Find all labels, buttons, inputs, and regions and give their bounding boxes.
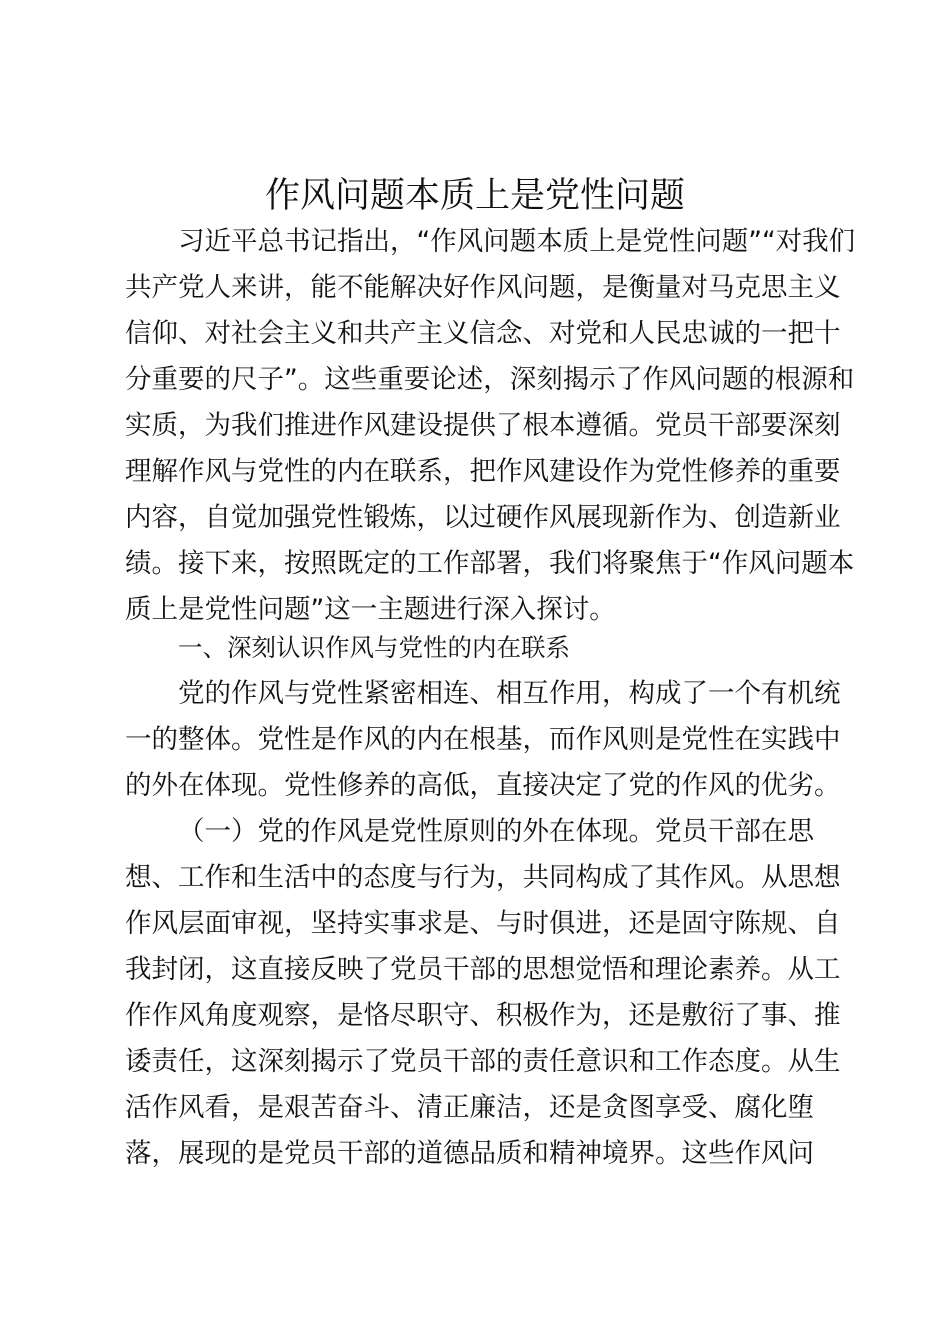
paragraph-line: 作作风角度观察，是恪尽职守、积极作为，还是敷衍了事、推 bbox=[125, 1000, 841, 1031]
paragraph-line: 习近平总书记指出，“作风问题本质上是党性问题”“对我们 bbox=[178, 226, 856, 257]
paragraph-line: 党的作风与党性紧密相连、相互作用，构成了一个有机统 bbox=[178, 678, 841, 709]
paragraph-line: 诿责任，这深刻揭示了党员干部的责任意识和工作态度。从生 bbox=[125, 1046, 841, 1077]
paragraph-line: 活作风看，是艰苦奋斗、清正廉洁，还是贪图享受、腐化堕 bbox=[125, 1092, 814, 1123]
paragraph-line: 我封闭，这直接反映了党员干部的思想觉悟和理论素养。从工 bbox=[125, 954, 841, 985]
paragraph-line: 作风层面审视，坚持实事求是、与时俱进，还是固守陈规、自 bbox=[125, 908, 841, 939]
paragraph-line: 绩。接下来，按照既定的工作部署，我们将聚焦于“作风问题本 bbox=[125, 548, 855, 579]
paragraph-line: 的外在体现。党性修养的高低，直接决定了党的作风的优劣。 bbox=[125, 770, 841, 801]
paragraph-line: 一的整体。党性是作风的内在根基，而作风则是党性在实践中 bbox=[125, 724, 841, 755]
paragraph-line: 理解作风与党性的内在联系，把作风建设作为党性修养的重要 bbox=[125, 456, 841, 487]
paragraph-line: 信仰、对社会主义和共产主义信念、对党和人民忠诚的一把十 bbox=[125, 318, 841, 349]
paragraph-line: 共产党人来讲，能不能解决好作风问题，是衡量对马克思主义 bbox=[125, 272, 841, 303]
section-heading: 一、深刻认识作风与党性的内在联系 bbox=[178, 633, 570, 662]
paragraph-line: 分重要的尺子”。这些重要论述，深刻揭示了作风问题的根源和 bbox=[125, 364, 855, 395]
document-title: 作风问题本质上是党性问题 bbox=[264, 176, 685, 216]
paragraph-line: 想、工作和生活中的态度与行为，共同构成了其作风。从思想 bbox=[125, 862, 841, 893]
paragraph-line: 质上是党性问题”这一主题进行深入探讨。 bbox=[125, 594, 616, 625]
paragraph-line: 内容，自觉加强党性锻炼，以过硬作风展现新作为、创造新业 bbox=[125, 502, 841, 533]
subsection-line: （一）党的作风是党性原则的外在体现。党员干部在思 bbox=[178, 816, 814, 847]
paragraph-line: 落，展现的是党员干部的道德品质和精神境界。这些作风问 bbox=[125, 1138, 814, 1169]
paragraph-line: 实质，为我们推进作风建设提供了根本遵循。党员干部要深刻 bbox=[125, 410, 841, 441]
